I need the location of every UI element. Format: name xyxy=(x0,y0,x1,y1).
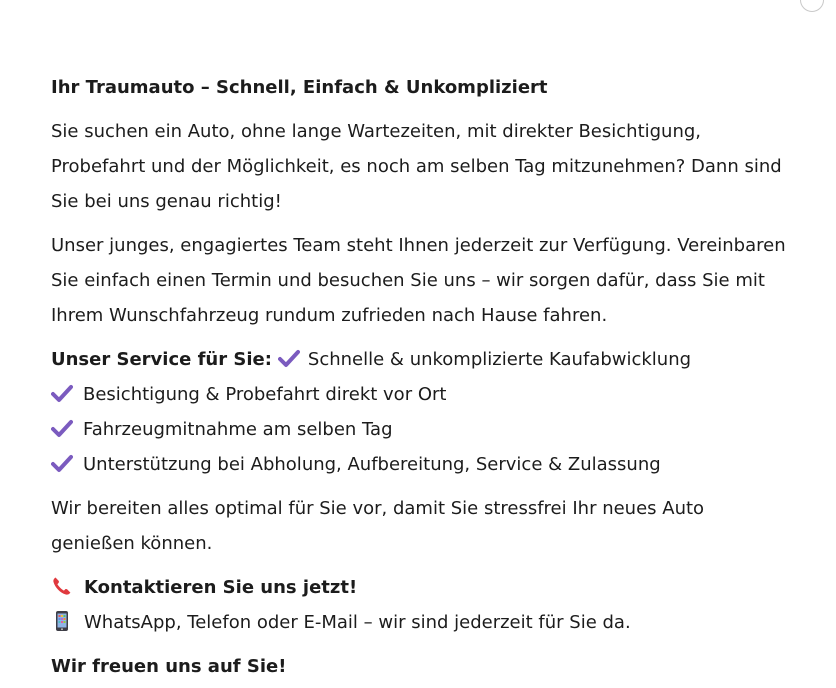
contact-title-line xyxy=(51,570,791,605)
service-list-item xyxy=(51,342,791,377)
contact-channels-line xyxy=(51,605,791,640)
contact-channels: WhatsApp, Telefon oder E-Mail – wir sind jederzeit für Sie da. xyxy=(84,612,631,633)
check-mark-icon xyxy=(51,418,73,438)
check-mark-icon xyxy=(278,348,300,368)
check-mark-icon xyxy=(51,383,73,403)
intro-paragraph: Sie suchen ein Auto, ohne lange Wartezeiten, mit direkter Besichtigung, Probefahrt und der Möglichkeit, es noch am selben Tag mitzunehmen? Dann sind Sie bei uns genau richtig! xyxy=(51,121,782,212)
team-paragraph: Unser junges, engagiertes Team steht Ihnen jederzeit zur Verfügung. Vereinbaren Sie einfach einen Termin und besuchen Sie uns – wir sorgen dafür, dass Sie mit Ihrem Wunschfahrzeug rundum zufrieden nach Hause fahren. xyxy=(51,235,786,326)
service-item-label: Besichtigung & Probefahrt direkt vor Ort xyxy=(83,384,447,405)
service-item-label: Fahrzeugmitnahme am selben Tag xyxy=(83,419,393,440)
mobile-phone-icon xyxy=(51,610,73,632)
service-list xyxy=(51,342,791,482)
service-item-label: Schnelle & unkomplizierte Kaufabwicklung xyxy=(307,349,692,370)
telephone-receiver-icon xyxy=(51,575,73,597)
service-list-item xyxy=(51,412,791,447)
prepare-paragraph: Wir bereiten alles optimal für Sie vor, damit Sie stressfrei Ihr neues Auto genießen können. xyxy=(51,498,705,554)
service-list-item xyxy=(51,377,791,412)
contact-section xyxy=(51,570,791,640)
contact-title: Kontaktieren Sie uns jetzt! xyxy=(84,577,358,598)
closing-line: Wir freuen uns auf Sie! xyxy=(51,656,287,677)
description-heading: Ihr Traumauto – Schnell, Einfach & Unkompliziert xyxy=(51,77,548,98)
listing-description xyxy=(51,70,791,688)
service-item-label: Unterstützung bei Abholung, Aufbereitung, Service & Zulassung xyxy=(83,454,661,475)
service-list-item xyxy=(51,447,791,482)
service-title: Unser Service für Sie: xyxy=(51,349,272,370)
check-mark-icon xyxy=(51,453,73,473)
close-button[interactable] xyxy=(800,0,824,12)
